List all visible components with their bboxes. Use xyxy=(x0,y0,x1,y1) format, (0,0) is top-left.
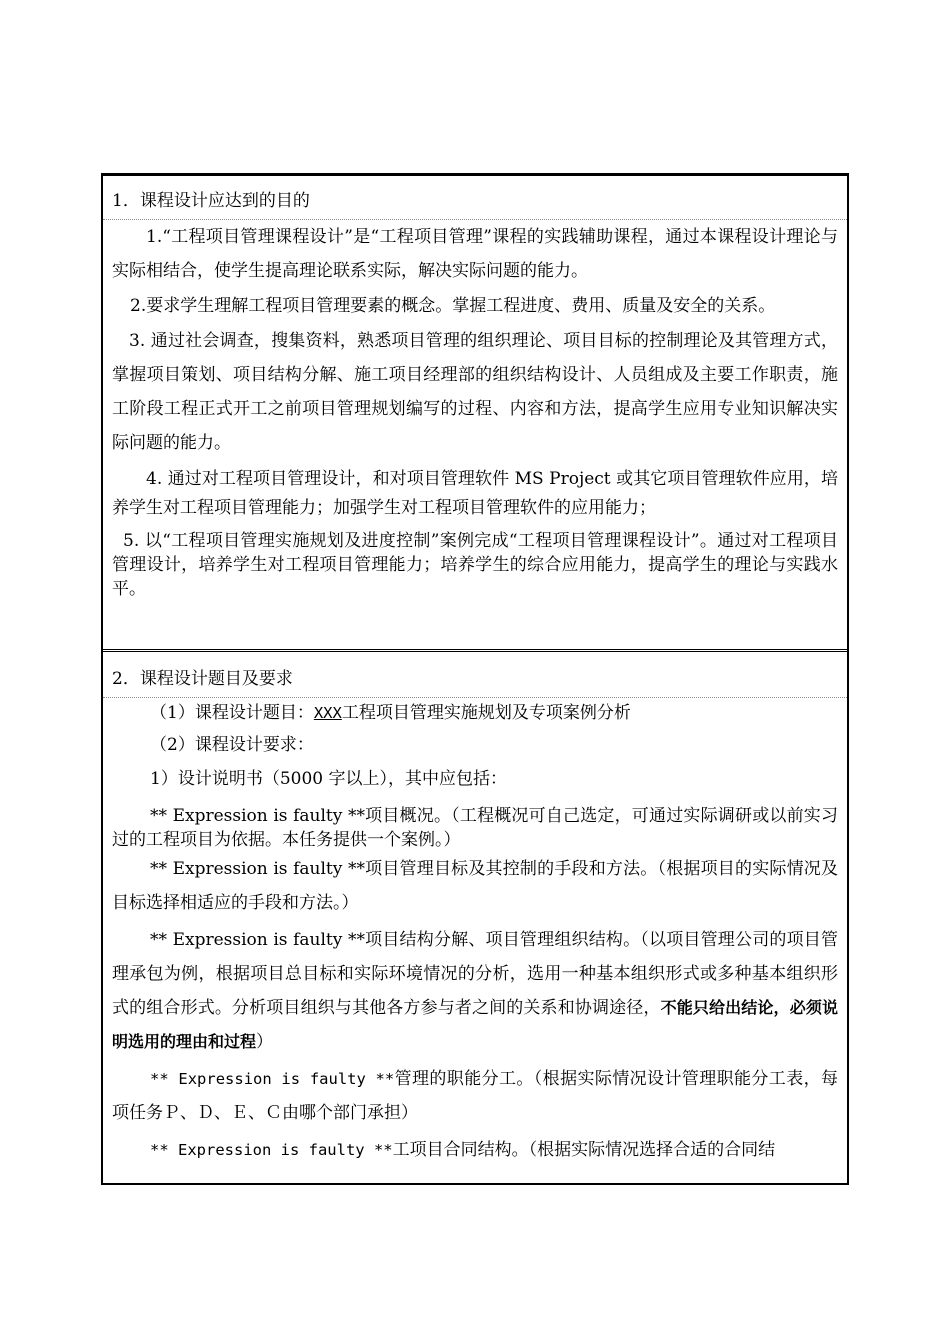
requirements-heading: 2．课程设计题目及要求 xyxy=(103,654,847,698)
requirements-label: （2）课程设计要求： xyxy=(150,735,314,755)
objective-item-4: 4. 通过对工程项目管理设计，和对项目管理软件 MS Project 或其它项目管理软件应用，培养学生对工程项目管理能力；加强学生对工程项目管理软件的应用能力； xyxy=(112,469,838,518)
requirement-item-4 xyxy=(112,1062,838,1130)
item3-emphasis: 不能只给出结论，必须说明选用的理由和过程 xyxy=(112,998,838,1051)
objective-item-2: 2.要求学生理解工程项目管理要素的概念。掌握工程进度、费用、质量及安全的关系。 xyxy=(130,296,776,316)
requirement-item-5 xyxy=(112,1133,838,1167)
objective-item-5: 5. 以“工程项目管理实施规划及进度控制”案例完成“工程项目管理课程设计”。通过对工程项目管理设计，培养学生对工程项目管理能力；培养学生的综合应用能力，提高学生的理论与实践水平。 xyxy=(112,531,838,599)
objectives-body xyxy=(103,220,847,601)
section-objectives xyxy=(103,176,847,651)
item4-text: 管理的职能分工。（根据实际情况设计管理职能分工表，每项任务Ｐ、Ｄ、Ｅ、Ｃ由哪个部门承担） xyxy=(112,1069,838,1123)
manual-label: 1）设计说明书（5000 字以上），其中应包括： xyxy=(150,769,507,789)
section-topic-requirements xyxy=(103,654,847,1183)
requirements-body xyxy=(103,699,847,1167)
requirement-item-1: ** Expression is faulty **项目概况。（工程概况可自己选定，可通过实际调研或以前实习过的工程项目为依据。本任务提供一个案例。） xyxy=(112,806,838,850)
requirement-item-3 xyxy=(112,923,838,1059)
item3-text: ** Expression is faulty **项目结构分解、项目管理组织结构。（以项目管理公司的项目管理承包为例，根据项目总目标和实际环境情况的分析，选用一种基本组织形式或多种基本组织形式的组合形式。分析项目组织与其他各方参与者之间的关系和协调途径， xyxy=(112,930,838,1018)
design-topic xyxy=(112,699,838,728)
objective-item-1: 1.“工程项目管理课程设计”是“工程项目管理”课程的实践辅助课程，通过本课程设计理论与实际相结合，使学生提高理论联系实际，解决实际问题的能力。 xyxy=(112,227,838,281)
course-design-table xyxy=(101,173,849,1185)
objective-item-3: 3. 通过社会调查，搜集资料，熟悉项目管理的组织理论、项目目标的控制理论及其管理方式，掌握项目策划、项目结构分解、施工项目经理部的组织结构设计、人员组成及主要工作职责，施工阶段工程正式开工之前项目管理规划编写的过程、内容和方法，提高学生应用专业知识解决实际问题的能力。 xyxy=(112,331,838,453)
item4-code: ** Expression is faulty ** xyxy=(150,1070,395,1088)
item5-text: 工项目合同结构。（根据实际情况选择合适的合同结 xyxy=(392,1140,776,1160)
topic-suffix: 工程项目管理实施规划及专项案例分析 xyxy=(341,703,631,723)
section-divider xyxy=(103,649,847,652)
requirement-item-2: ** Expression is faulty **项目管理目标及其控制的手段和方法。（根据项目的实际情况及目标选择相适应的手段和方法。） xyxy=(112,859,838,913)
topic-prefix: （1）课程设计题目： xyxy=(150,703,314,723)
item5-code: ** Expression is faulty ** xyxy=(150,1141,393,1159)
objectives-heading: 1．课程设计应达到的目的 xyxy=(103,176,847,220)
topic-placeholder: XXX xyxy=(313,704,342,722)
item3-end: ） xyxy=(256,1032,274,1052)
